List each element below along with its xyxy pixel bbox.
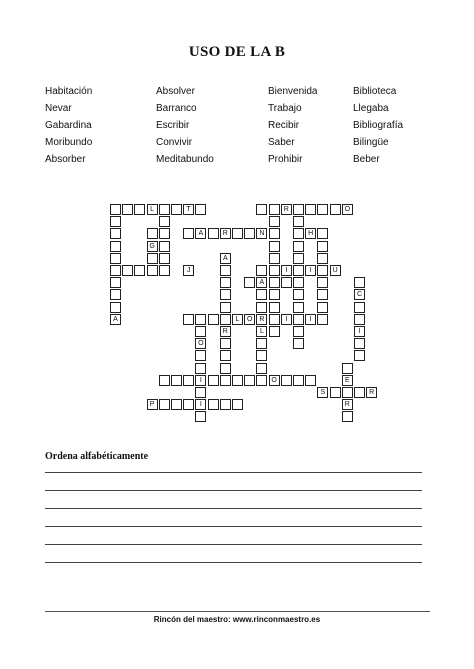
word-bienvenida: Bienvenida	[268, 86, 318, 97]
crossword-empty-cell[interactable]	[220, 338, 231, 349]
crossword-empty-cell[interactable]	[232, 375, 243, 386]
crossword-empty-cell[interactable]	[293, 314, 304, 325]
crossword-empty-cell[interactable]	[256, 375, 267, 386]
crossword-empty-cell[interactable]	[220, 375, 231, 386]
crossword-empty-cell[interactable]	[293, 277, 304, 288]
word-saber: Saber	[268, 137, 295, 148]
crossword-letter-cell[interactable]: Ü	[330, 265, 341, 276]
crossword-letter-cell[interactable]: R	[220, 326, 231, 337]
crossword-letter-cell[interactable]: I	[195, 399, 206, 410]
crossword-empty-cell[interactable]	[293, 265, 304, 276]
word-nevar: Nevar	[45, 103, 72, 114]
crossword-letter-cell[interactable]: I	[195, 375, 206, 386]
writing-line[interactable]	[45, 490, 422, 491]
crossword-empty-cell[interactable]	[269, 326, 280, 337]
crossword-empty-cell[interactable]	[354, 277, 365, 288]
crossword-empty-cell[interactable]	[269, 241, 280, 252]
crossword-empty-cell[interactable]	[293, 228, 304, 239]
crossword-empty-cell[interactable]	[269, 228, 280, 239]
crossword-empty-cell[interactable]	[269, 302, 280, 313]
crossword-empty-cell[interactable]	[159, 228, 170, 239]
crossword-empty-cell[interactable]	[354, 314, 365, 325]
crossword-empty-cell[interactable]	[293, 289, 304, 300]
writing-line[interactable]	[45, 472, 422, 473]
crossword-empty-cell[interactable]	[171, 375, 182, 386]
crossword-empty-cell[interactable]	[147, 265, 158, 276]
crossword-empty-cell[interactable]	[195, 326, 206, 337]
crossword-empty-cell[interactable]	[342, 411, 353, 422]
crossword-empty-cell[interactable]	[256, 289, 267, 300]
crossword-letter-cell[interactable]: A	[110, 314, 121, 325]
crossword-empty-cell[interactable]	[220, 399, 231, 410]
crossword-empty-cell[interactable]	[220, 363, 231, 374]
crossword-empty-cell[interactable]	[354, 302, 365, 313]
crossword-empty-cell[interactable]	[122, 265, 133, 276]
crossword-empty-cell[interactable]	[293, 241, 304, 252]
crossword-empty-cell[interactable]	[317, 265, 328, 276]
crossword-empty-cell[interactable]	[159, 375, 170, 386]
crossword-empty-cell[interactable]	[293, 375, 304, 386]
crossword-empty-cell[interactable]	[281, 375, 292, 386]
crossword-empty-cell[interactable]	[269, 314, 280, 325]
crossword-empty-cell[interactable]	[208, 375, 219, 386]
page-title: USO DE LA B	[188, 44, 286, 60]
word-prohibir: Prohibir	[268, 154, 303, 165]
word-habitacion: Habitación	[45, 86, 93, 97]
crossword-empty-cell[interactable]	[293, 326, 304, 337]
word-convivir: Convivir	[156, 137, 193, 148]
crossword-letter-cell[interactable]: I	[281, 314, 292, 325]
crossword-empty-cell[interactable]	[220, 277, 231, 288]
crossword-empty-cell[interactable]	[293, 338, 304, 349]
crossword-empty-cell[interactable]	[220, 314, 231, 325]
crossword-empty-cell[interactable]	[110, 289, 121, 300]
word-biblioteca: Biblioteca	[353, 86, 397, 97]
crossword-empty-cell[interactable]	[134, 204, 145, 215]
crossword-empty-cell[interactable]	[256, 204, 267, 215]
crossword-empty-cell[interactable]	[110, 277, 121, 288]
writing-line[interactable]	[45, 526, 422, 527]
crossword-empty-cell[interactable]	[256, 338, 267, 349]
crossword-empty-cell[interactable]	[110, 302, 121, 313]
crossword-empty-cell[interactable]	[342, 387, 353, 398]
crossword-empty-cell[interactable]	[110, 228, 121, 239]
crossword-empty-cell[interactable]	[183, 399, 194, 410]
word-moribundo: Moribundo	[45, 137, 93, 148]
word-escribir: Escribir	[156, 120, 190, 131]
crossword-letter-cell[interactable]: S	[317, 387, 328, 398]
crossword-empty-cell[interactable]	[354, 387, 365, 398]
crossword-empty-cell[interactable]	[317, 314, 328, 325]
crossword-empty-cell[interactable]	[317, 277, 328, 288]
crossword-empty-cell[interactable]	[110, 241, 121, 252]
crossword-empty-cell[interactable]	[244, 228, 255, 239]
crossword-letter-cell[interactable]: I	[281, 265, 292, 276]
crossword-empty-cell[interactable]	[305, 375, 316, 386]
crossword-empty-cell[interactable]	[195, 314, 206, 325]
crossword-letter-cell[interactable]: R	[366, 387, 377, 398]
word-recibir: Recibir	[268, 120, 300, 131]
crossword-letter-cell[interactable]: R	[342, 399, 353, 410]
crossword-letter-cell[interactable]: O	[269, 375, 280, 386]
crossword-letter-cell[interactable]: A	[195, 228, 206, 239]
crossword-empty-cell[interactable]	[171, 204, 182, 215]
crossword-empty-cell[interactable]	[208, 228, 219, 239]
crossword-empty-cell[interactable]	[220, 265, 231, 276]
crossword-empty-cell[interactable]	[159, 399, 170, 410]
crossword-empty-cell[interactable]	[195, 387, 206, 398]
crossword-empty-cell[interactable]	[317, 241, 328, 252]
crossword-empty-cell[interactable]	[183, 375, 194, 386]
crossword-empty-cell[interactable]	[147, 253, 158, 264]
crossword-letter-cell[interactable]: L	[147, 204, 158, 215]
crossword-empty-cell[interactable]	[159, 241, 170, 252]
crossword-empty-cell[interactable]	[159, 204, 170, 215]
crossword-empty-cell[interactable]	[269, 277, 280, 288]
crossword-empty-cell[interactable]	[195, 350, 206, 361]
crossword-empty-cell[interactable]	[317, 289, 328, 300]
crossword-letter-cell[interactable]: A	[256, 277, 267, 288]
crossword-letter-cell[interactable]: O	[244, 314, 255, 325]
writing-line[interactable]	[45, 508, 422, 509]
crossword-empty-cell[interactable]	[354, 350, 365, 361]
word-beber: Beber	[353, 154, 380, 165]
crossword-empty-cell[interactable]	[317, 253, 328, 264]
crossword-letter-cell[interactable]: P	[147, 399, 158, 410]
crossword-empty-cell[interactable]	[269, 253, 280, 264]
crossword-empty-cell[interactable]	[269, 289, 280, 300]
crossword-letter-cell[interactable]: L	[256, 326, 267, 337]
crossword-empty-cell[interactable]	[269, 204, 280, 215]
crossword-empty-cell[interactable]	[293, 253, 304, 264]
crossword-empty-cell[interactable]	[256, 265, 267, 276]
crossword-letter-cell[interactable]: I	[354, 326, 365, 337]
word-bilingue: Bilingüe	[353, 137, 389, 148]
crossword-empty-cell[interactable]	[293, 216, 304, 227]
crossword-empty-cell[interactable]	[110, 253, 121, 264]
crossword-empty-cell[interactable]	[159, 216, 170, 227]
crossword-letter-cell[interactable]: H	[305, 228, 316, 239]
crossword-empty-cell[interactable]	[269, 265, 280, 276]
crossword-empty-cell[interactable]	[110, 265, 121, 276]
word-absorber: Absorber	[45, 154, 86, 165]
crossword-empty-cell[interactable]	[208, 399, 219, 410]
crossword-empty-cell[interactable]	[305, 204, 316, 215]
crossword-empty-cell[interactable]	[171, 399, 182, 410]
word-barranco: Barranco	[156, 103, 197, 114]
crossword-empty-cell[interactable]	[293, 302, 304, 313]
crossword-letter-cell[interactable]: O	[195, 338, 206, 349]
crossword-empty-cell[interactable]	[183, 314, 194, 325]
crossword-empty-cell[interactable]	[195, 363, 206, 374]
crossword-empty-cell[interactable]	[134, 265, 145, 276]
word-meditabundo: Meditabundo	[156, 154, 214, 165]
crossword-letter-cell[interactable]: G	[147, 241, 158, 252]
crossword-empty-cell[interactable]	[317, 228, 328, 239]
crossword-letter-cell[interactable]: I	[305, 265, 316, 276]
crossword-empty-cell[interactable]	[317, 204, 328, 215]
crossword-letter-cell[interactable]: J	[183, 265, 194, 276]
crossword-empty-cell[interactable]	[110, 204, 121, 215]
crossword-empty-cell[interactable]	[147, 228, 158, 239]
crossword-letter-cell[interactable]: R	[281, 204, 292, 215]
crossword-empty-cell[interactable]	[317, 302, 328, 313]
word-llegaba: Llegaba	[353, 103, 389, 114]
crossword-letter-cell[interactable]: C	[354, 289, 365, 300]
crossword-empty-cell[interactable]	[281, 277, 292, 288]
crossword-letter-cell[interactable]: I	[305, 314, 316, 325]
crossword-empty-cell[interactable]	[159, 265, 170, 276]
footer-credit: Rincón del maestro: www.rinconmaestro.es	[153, 615, 321, 624]
crossword-empty-cell[interactable]	[110, 216, 121, 227]
crossword-letter-cell[interactable]: L	[232, 314, 243, 325]
crossword-letter-cell[interactable]: E	[342, 375, 353, 386]
crossword-empty-cell[interactable]	[195, 204, 206, 215]
crossword-empty-cell[interactable]	[330, 387, 341, 398]
crossword-empty-cell[interactable]	[244, 375, 255, 386]
crossword-empty-cell[interactable]	[354, 338, 365, 349]
word-gabardina: Gabardina	[45, 120, 92, 131]
crossword-letter-cell[interactable]: T	[183, 204, 194, 215]
crossword-empty-cell[interactable]	[269, 216, 280, 227]
word-absolver: Absolver	[156, 86, 195, 97]
crossword-empty-cell[interactable]	[220, 289, 231, 300]
crossword-letter-cell[interactable]: O	[342, 204, 353, 215]
footer-divider	[45, 611, 430, 612]
crossword-empty-cell[interactable]	[330, 204, 341, 215]
crossword-empty-cell[interactable]	[232, 228, 243, 239]
writing-line[interactable]	[45, 544, 422, 545]
crossword-empty-cell[interactable]	[256, 302, 267, 313]
crossword-empty-cell[interactable]	[220, 302, 231, 313]
section-heading: Ordena alfabéticamente	[45, 451, 149, 462]
crossword-empty-cell[interactable]	[342, 363, 353, 374]
word-trabajo: Trabajo	[268, 103, 302, 114]
crossword-letter-cell[interactable]: R	[220, 228, 231, 239]
crossword-empty-cell[interactable]	[232, 399, 243, 410]
crossword-empty-cell[interactable]	[256, 350, 267, 361]
crossword-letter-cell[interactable]: A	[220, 253, 231, 264]
crossword-empty-cell[interactable]	[256, 363, 267, 374]
word-bibliografia: Bibliografía	[353, 120, 404, 131]
crossword-empty-cell[interactable]	[293, 204, 304, 215]
crossword-empty-cell[interactable]	[122, 204, 133, 215]
crossword-empty-cell[interactable]	[195, 411, 206, 422]
crossword-letter-cell[interactable]: N	[256, 228, 267, 239]
crossword-empty-cell[interactable]	[220, 350, 231, 361]
crossword-empty-cell[interactable]	[208, 314, 219, 325]
crossword-empty-cell[interactable]	[244, 277, 255, 288]
crossword-letter-cell[interactable]: R	[256, 314, 267, 325]
writing-line[interactable]	[45, 562, 422, 563]
crossword-empty-cell[interactable]	[183, 228, 194, 239]
crossword-empty-cell[interactable]	[159, 253, 170, 264]
